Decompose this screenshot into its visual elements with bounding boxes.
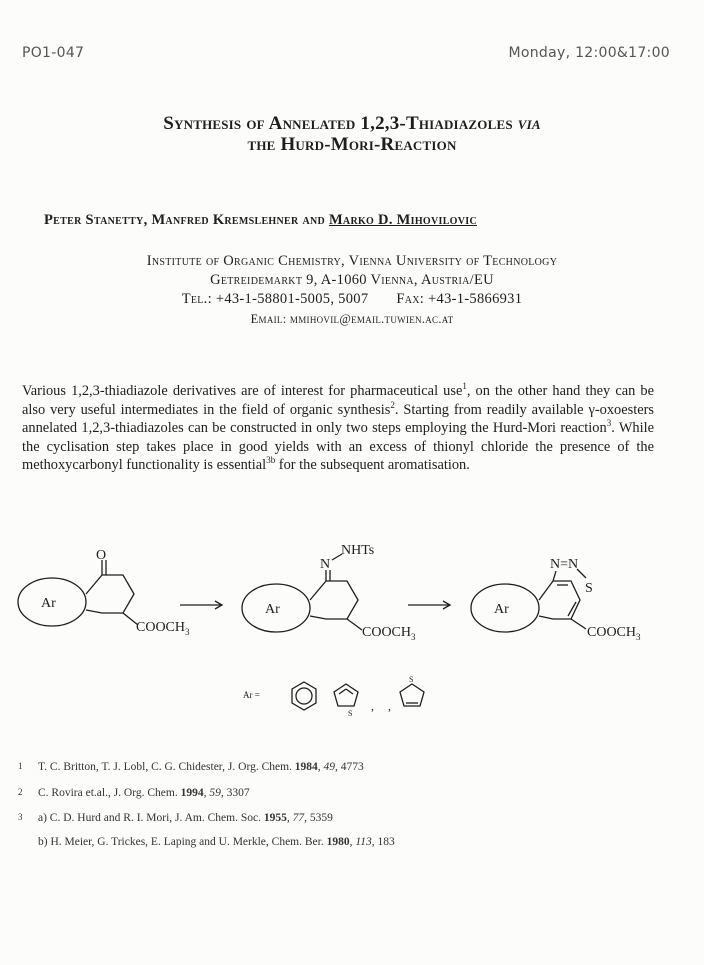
oxygen-label: O <box>96 548 107 563</box>
reference-2: 2 C. Rovira et.al., J. Org. Chem. 1994, 59, 3307 <box>18 787 250 799</box>
reference-1: 1 T. C. Britton, T. J. Lobl, C. G. Chidester, J. Org. Chem. 1984, 49, 4773 <box>18 761 364 773</box>
title-italic: via <box>517 113 541 134</box>
citation-3: 3 <box>606 418 612 429</box>
ester-label: $COOCH_3$ <box>362 625 416 642</box>
ar-label: Ar <box>41 596 56 611</box>
ar-equals-label: Ar = <box>243 690 260 700</box>
title-line-1 <box>0 113 704 134</box>
abstract-text: . While the cyclisation step takes place in good yields with an excess of thionyl chloride the presence of the methoxycarbonyl functionality is essential <box>22 420 654 474</box>
abstract-text: Various 1,2,3-thiadiazole derivatives are of interest for pharmaceutical use <box>22 383 463 399</box>
ar-label: Ar <box>265 602 280 617</box>
sulfur-label: S <box>585 581 593 596</box>
citation-3b: 3b <box>266 455 276 466</box>
nn-label: N=N <box>550 557 579 572</box>
title-line-2: the Hurd-Mori-Reaction <box>247 134 457 155</box>
author-1: Peter Stanetty, <box>44 212 152 228</box>
ar-options <box>292 682 424 710</box>
thiophene-2-ring <box>334 684 358 706</box>
affiliation-address: Getreidemarkt 9, A-1060 Vienna, Austria/EU <box>210 272 494 288</box>
abstract-paragraph <box>22 382 654 475</box>
ar-label: Ar <box>494 602 509 617</box>
citation-2: 2 <box>390 399 395 410</box>
affiliation-phone-fax <box>0 291 704 308</box>
compound-hydrazone <box>242 554 362 632</box>
affiliation-email: Email: mmihovil@email.tuwien.ac.at <box>250 312 454 326</box>
reference-3a: 3 a) C. D. Hurd and R. I. Mori, J. Am. Chem. Soc. 1955, 77, 5359 <box>18 812 333 824</box>
nhts-label: NHTs <box>341 543 375 558</box>
phone: Tel.: +43-1-58801-5005, 5007 <box>181 291 369 307</box>
thiophene-s-label: S <box>348 709 353 718</box>
compound-oxoester <box>18 560 138 626</box>
reference-3b: b) H. Meier, G. Trickes, E. Laping and U. Merkle, Chem. Ber. 1980, 113, 183 <box>38 836 395 848</box>
author-list <box>44 212 477 229</box>
abstract-text: . Starting from readily available γ-oxoesters annelated 1,2,3-thiadiazoles can be constructed in only two steps employing the Hurd-Mori reaction <box>22 401 654 437</box>
author-and: and <box>298 212 329 228</box>
compound-thiadiazole <box>471 569 586 632</box>
citation-1: 1 <box>462 381 467 392</box>
fax: Fax: +43-1-5866931 <box>396 291 523 307</box>
author-3-presenting: Marko D. Mihovilovic <box>328 212 477 228</box>
poster-code: PO1-047 <box>22 45 85 61</box>
affiliation-institute: Institute of Organic Chemistry, Vienna University of Technology <box>146 253 558 269</box>
thiophene-s-label: S <box>409 675 414 684</box>
cyclohexanone-ring <box>86 575 134 613</box>
separator-comma: , <box>371 699 374 713</box>
nitrogen-label: N <box>320 557 331 572</box>
ester-label: $COOCH_3$ <box>587 625 641 642</box>
author-2: Manfred Kremslehner <box>151 212 299 228</box>
title-text: Synthesis of Annelated 1,2,3-Thiadiazoles <box>163 113 513 134</box>
separator-comma: , <box>388 699 391 713</box>
ester-label: $COOCH_3$ <box>136 620 190 637</box>
abstract-text: , on the other hand they can be also very useful intermediates in the field of organic synthesis <box>22 383 654 418</box>
reaction-scheme <box>0 530 704 730</box>
abstract-text: for the subsequent aromatisation. <box>275 457 470 474</box>
session-time: Monday, 12:00&17:00 <box>508 45 670 61</box>
